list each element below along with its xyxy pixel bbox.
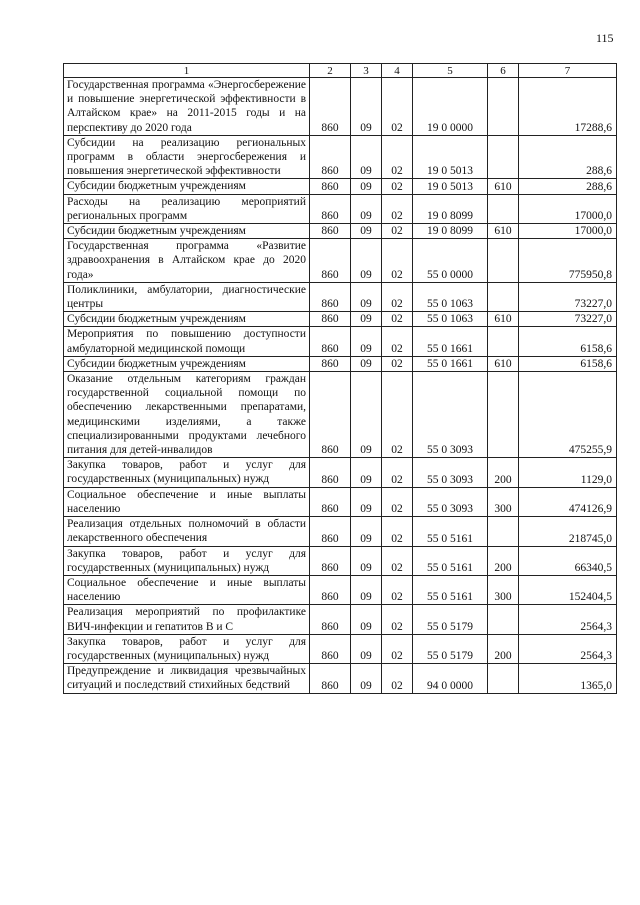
cell-sum: 775950,8 (519, 239, 617, 283)
cell-vr (488, 327, 519, 356)
cell-gr: 860 (310, 546, 351, 575)
cell-rz: 09 (351, 135, 382, 179)
cell-name: Оказание отдельным категориям граждан государственной социальной помощи по обеспечению лекарственными препаратами, медицинскими изделиями, а также специализированными продуктами лечебного питания для детей-инвалидов (64, 372, 310, 458)
table-row (64, 194, 617, 223)
cell-gr: 860 (310, 458, 351, 487)
cell-csr: 94 0 0000 (413, 664, 488, 693)
cell-vr: 610 (488, 312, 519, 327)
cell-rz: 09 (351, 575, 382, 604)
cell-rz: 09 (351, 179, 382, 194)
cell-pr: 02 (382, 634, 413, 663)
table-row (64, 575, 617, 604)
cell-sum: 2564,3 (519, 634, 617, 663)
cell-rz: 09 (351, 634, 382, 663)
cell-csr: 19 0 8099 (413, 194, 488, 223)
cell-name: Субсидии бюджетным учреждениям (64, 356, 310, 371)
cell-rz: 09 (351, 487, 382, 516)
cell-sum: 17288,6 (519, 78, 617, 136)
cell-name: Субсидии бюджетным учреждениям (64, 224, 310, 239)
cell-name: Реализация мероприятий по профилактике ВИЧ-инфекции и гепатитов В и С (64, 605, 310, 634)
cell-rz: 09 (351, 327, 382, 356)
cell-sum: 1365,0 (519, 664, 617, 693)
cell-gr: 860 (310, 487, 351, 516)
cell-vr (488, 282, 519, 311)
cell-name: Субсидии бюджетным учреждениям (64, 312, 310, 327)
cell-rz: 09 (351, 605, 382, 634)
cell-csr: 55 0 5161 (413, 517, 488, 546)
cell-rz: 09 (351, 194, 382, 223)
cell-csr: 55 0 1063 (413, 282, 488, 311)
cell-name: Мероприятия по повышению доступности амбулаторной медицинской помощи (64, 327, 310, 356)
cell-pr: 02 (382, 517, 413, 546)
cell-sum: 288,6 (519, 135, 617, 179)
cell-sum: 474126,9 (519, 487, 617, 516)
header-col-rz: 3 (351, 64, 382, 78)
cell-vr (488, 664, 519, 693)
cell-pr: 02 (382, 239, 413, 283)
cell-pr: 02 (382, 78, 413, 136)
cell-name: Государственная программа «Развитие здравоохранения в Алтайском крае до 2020 года» (64, 239, 310, 283)
cell-vr: 200 (488, 458, 519, 487)
cell-gr: 860 (310, 135, 351, 179)
cell-gr: 860 (310, 634, 351, 663)
table-row (64, 327, 617, 356)
cell-name: Субсидии бюджетным учреждениям (64, 179, 310, 194)
table-row (64, 179, 617, 194)
cell-name: Закупка товаров, работ и услуг для государственных (муниципальных) нужд (64, 634, 310, 663)
cell-name: Предупреждение и ликвидация чрезвычайных ситуаций и последствий стихийных бедствий (64, 664, 310, 693)
cell-sum: 66340,5 (519, 546, 617, 575)
cell-sum: 152404,5 (519, 575, 617, 604)
cell-vr (488, 239, 519, 283)
budget-table (63, 63, 617, 694)
table-row (64, 239, 617, 283)
cell-gr: 860 (310, 605, 351, 634)
cell-csr: 19 0 5013 (413, 135, 488, 179)
cell-vr (488, 135, 519, 179)
cell-sum: 17000,0 (519, 194, 617, 223)
cell-name: Поликлиники, амбулатории, диагностические центры (64, 282, 310, 311)
cell-pr: 02 (382, 194, 413, 223)
cell-gr: 860 (310, 312, 351, 327)
table-header-row (64, 64, 617, 78)
cell-rz: 09 (351, 372, 382, 458)
cell-rz: 09 (351, 517, 382, 546)
cell-vr: 200 (488, 546, 519, 575)
cell-csr: 19 0 8099 (413, 224, 488, 239)
cell-pr: 02 (382, 356, 413, 371)
cell-gr: 860 (310, 78, 351, 136)
cell-sum: 6158,6 (519, 327, 617, 356)
cell-pr: 02 (382, 546, 413, 575)
header-col-csr: 5 (413, 64, 488, 78)
cell-csr: 19 0 5013 (413, 179, 488, 194)
cell-vr: 200 (488, 634, 519, 663)
cell-vr: 610 (488, 224, 519, 239)
cell-rz: 09 (351, 78, 382, 136)
table-row (64, 78, 617, 136)
cell-vr: 610 (488, 356, 519, 371)
cell-vr (488, 605, 519, 634)
table-body (64, 78, 617, 694)
cell-csr: 55 0 1661 (413, 327, 488, 356)
cell-rz: 09 (351, 239, 382, 283)
cell-gr: 860 (310, 327, 351, 356)
cell-pr: 02 (382, 179, 413, 194)
cell-pr: 02 (382, 605, 413, 634)
cell-csr: 55 0 1661 (413, 356, 488, 371)
cell-sum: 73227,0 (519, 312, 617, 327)
cell-gr: 860 (310, 179, 351, 194)
cell-name: Закупка товаров, работ и услуг для государственных (муниципальных) нужд (64, 546, 310, 575)
table-row (64, 546, 617, 575)
cell-pr: 02 (382, 664, 413, 693)
cell-name: Социальное обеспечение и иные выплаты населению (64, 487, 310, 516)
table-row (64, 458, 617, 487)
table-row (64, 517, 617, 546)
cell-pr: 02 (382, 312, 413, 327)
cell-sum: 1129,0 (519, 458, 617, 487)
cell-csr: 55 0 1063 (413, 312, 488, 327)
cell-sum: 288,6 (519, 179, 617, 194)
header-col-sum: 7 (519, 64, 617, 78)
cell-pr: 02 (382, 282, 413, 311)
cell-pr: 02 (382, 135, 413, 179)
cell-sum: 2564,3 (519, 605, 617, 634)
table-row (64, 282, 617, 311)
cell-pr: 02 (382, 487, 413, 516)
cell-pr: 02 (382, 327, 413, 356)
cell-csr: 55 0 5179 (413, 605, 488, 634)
cell-rz: 09 (351, 546, 382, 575)
cell-sum: 17000,0 (519, 224, 617, 239)
cell-sum: 475255,9 (519, 372, 617, 458)
cell-name: Реализация отдельных полномочий в области лекарственного обеспечения (64, 517, 310, 546)
table-row (64, 135, 617, 179)
cell-vr (488, 372, 519, 458)
cell-pr: 02 (382, 224, 413, 239)
cell-csr: 19 0 0000 (413, 78, 488, 136)
cell-pr: 02 (382, 372, 413, 458)
table-row (64, 356, 617, 371)
table-row (64, 372, 617, 458)
table-row (64, 605, 617, 634)
table-row (64, 664, 617, 693)
cell-sum: 218745,0 (519, 517, 617, 546)
cell-vr (488, 194, 519, 223)
cell-gr: 860 (310, 372, 351, 458)
table-row (64, 487, 617, 516)
cell-name: Закупка товаров, работ и услуг для государственных (муниципальных) нужд (64, 458, 310, 487)
cell-gr: 860 (310, 282, 351, 311)
cell-sum: 6158,6 (519, 356, 617, 371)
cell-rz: 09 (351, 356, 382, 371)
cell-pr: 02 (382, 575, 413, 604)
cell-gr: 860 (310, 239, 351, 283)
cell-rz: 09 (351, 664, 382, 693)
cell-name: Расходы на реализацию мероприятий региональных программ (64, 194, 310, 223)
cell-gr: 860 (310, 224, 351, 239)
cell-name: Субсидии на реализацию региональных программ в области энергосбережения и повышения энергетической эффективности (64, 135, 310, 179)
cell-csr: 55 0 3093 (413, 458, 488, 487)
cell-pr: 02 (382, 458, 413, 487)
cell-vr (488, 78, 519, 136)
table-row (64, 312, 617, 327)
header-col-pr: 4 (382, 64, 413, 78)
cell-gr: 860 (310, 664, 351, 693)
page-number: 115 (596, 31, 614, 45)
cell-gr: 860 (310, 575, 351, 604)
header-col-gr: 2 (310, 64, 351, 78)
cell-sum: 73227,0 (519, 282, 617, 311)
table-row (64, 634, 617, 663)
cell-gr: 860 (310, 356, 351, 371)
cell-name: Социальное обеспечение и иные выплаты населению (64, 575, 310, 604)
cell-vr: 300 (488, 575, 519, 604)
cell-gr: 860 (310, 517, 351, 546)
cell-csr: 55 0 3093 (413, 372, 488, 458)
cell-vr (488, 517, 519, 546)
cell-csr: 55 0 5179 (413, 634, 488, 663)
cell-vr: 610 (488, 179, 519, 194)
cell-vr: 300 (488, 487, 519, 516)
cell-csr: 55 0 0000 (413, 239, 488, 283)
table-row (64, 224, 617, 239)
cell-csr: 55 0 5161 (413, 575, 488, 604)
cell-csr: 55 0 5161 (413, 546, 488, 575)
cell-name: Государственная программа «Энергосбережение и повышение энергетической эффективности в Алтайском крае» на 2011-2015 годы и на перспективу до 2020 года (64, 78, 310, 136)
cell-gr: 860 (310, 194, 351, 223)
cell-rz: 09 (351, 282, 382, 311)
header-col-vr: 6 (488, 64, 519, 78)
cell-rz: 09 (351, 224, 382, 239)
cell-rz: 09 (351, 458, 382, 487)
cell-rz: 09 (351, 312, 382, 327)
header-col-name: 1 (64, 64, 310, 78)
cell-csr: 55 0 3093 (413, 487, 488, 516)
